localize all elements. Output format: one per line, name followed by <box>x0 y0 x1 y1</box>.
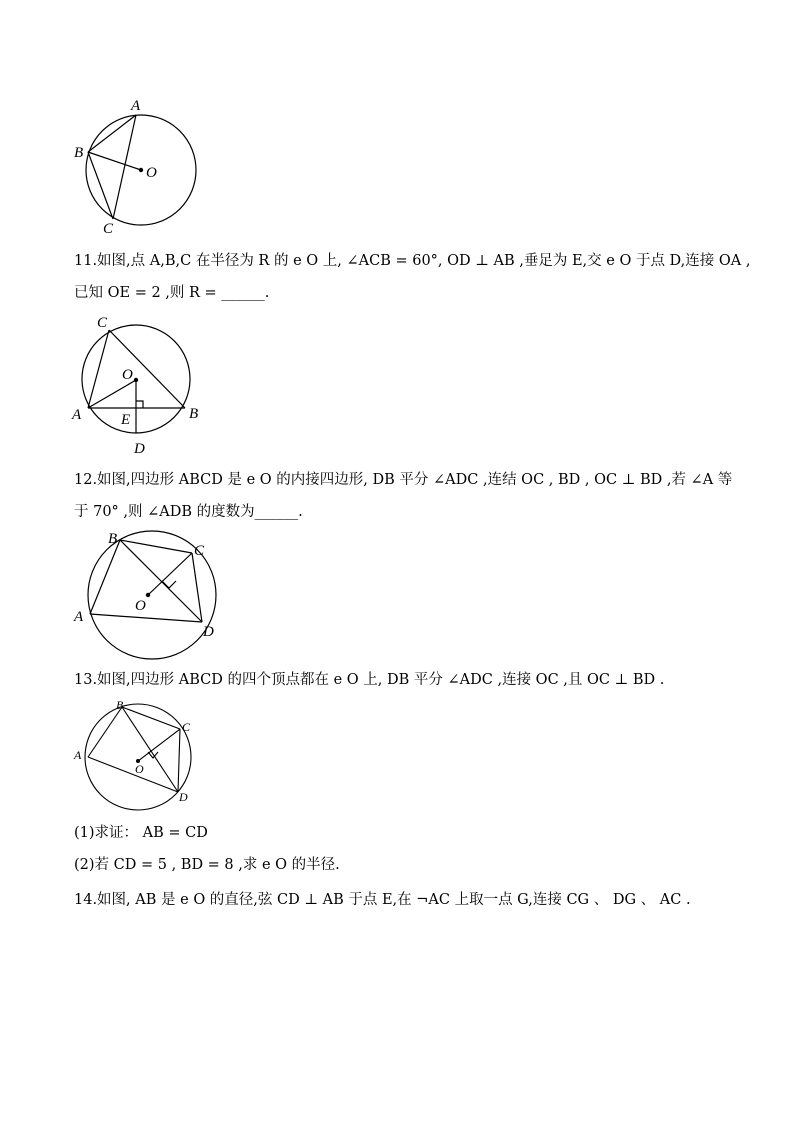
fig13-label-o: O <box>135 762 144 776</box>
fig13-segment-cd <box>178 729 180 792</box>
fig11-label-o: O <box>122 367 133 383</box>
fig13-label-d: D <box>179 790 188 804</box>
fig12-segment-cd <box>192 553 202 622</box>
fig11-right-angle-mark <box>136 401 143 408</box>
fig11-segment-ca <box>88 330 109 408</box>
problem-11-line-2: 已知 OE = 2 ,则 R = ______. <box>74 285 270 301</box>
fig10-label-c: C <box>103 221 114 237</box>
fig12-label-c: C <box>194 543 205 559</box>
fig12-label-a: A <box>74 609 84 625</box>
fig10-segment-bo <box>88 152 141 170</box>
fig13-segment-da <box>88 757 178 792</box>
problem-13-line-1: 13.如图,四边形 ABCD 的四个顶点都在 e O 上, DB 平分 ∠ADC ,连接 OC ,且 OC ⊥ BD . <box>74 672 665 688</box>
fig12-label-o: O <box>135 598 146 614</box>
fig12-segment-da <box>90 614 202 622</box>
problem-11-line-1: 11.如图,点 A,B,C 在半径为 R 的 e O 上, ∠ACB = 60°, OD ⊥ AB ,垂足为 E,交 e O 于点 D,连接 OA , <box>74 253 751 269</box>
problem-13-sub-2: (2)若 CD = 5 , BD = 8 ,求 e O 的半径. <box>74 857 340 873</box>
figure-13 <box>85 704 191 810</box>
fig10-label-b: B <box>74 145 84 161</box>
fig11-segment-cb <box>109 330 185 408</box>
fig13-label-b: B <box>116 698 124 712</box>
fig10-label-o: O <box>146 165 157 181</box>
fig11-label-a: A <box>72 407 82 423</box>
problem-12-line-2: 于 70° ,则 ∠ADB 的度数为______. <box>74 504 303 520</box>
fig11-center-dot <box>134 378 138 382</box>
fig13-label-a: A <box>74 748 82 762</box>
fig12-label-b: B <box>108 531 118 547</box>
fig12-center-dot <box>146 593 150 597</box>
fig11-label-c: C <box>97 315 108 331</box>
fig13-segment-bd <box>122 707 178 792</box>
problem-13-sub-1: (1)求证： AB = CD <box>74 825 208 841</box>
fig13-label-c: C <box>182 720 191 734</box>
fig13-segment-bc <box>122 707 180 729</box>
fig13-segment-oc <box>138 729 180 761</box>
fig11-label-d: D <box>134 441 145 457</box>
fig10-center-dot <box>139 168 143 172</box>
fig11-segment-oa <box>88 380 136 408</box>
problem-14-line-1: 14.如图, AB 是 e O 的直径,弦 CD ⊥ AB 于点 E,在 ¬AC 上取一点 G,连接 CG 、 DG 、 AC . <box>74 892 691 908</box>
fig13-segment-ab <box>88 707 122 757</box>
fig10-label-a: A <box>131 98 141 114</box>
fig10-segment-bc <box>88 152 113 219</box>
fig12-label-d: D <box>203 624 214 640</box>
fig11-label-b: B <box>189 406 199 422</box>
fig11-label-e: E <box>121 412 131 428</box>
problem-12-line-1: 12.如图,四边形 ABCD 是 e O 的内接四边形, DB 平分 ∠ADC ,连结 OC , BD , OC ⊥ BD ,若 ∠A 等 <box>74 472 733 488</box>
fig13-circle <box>85 704 191 810</box>
